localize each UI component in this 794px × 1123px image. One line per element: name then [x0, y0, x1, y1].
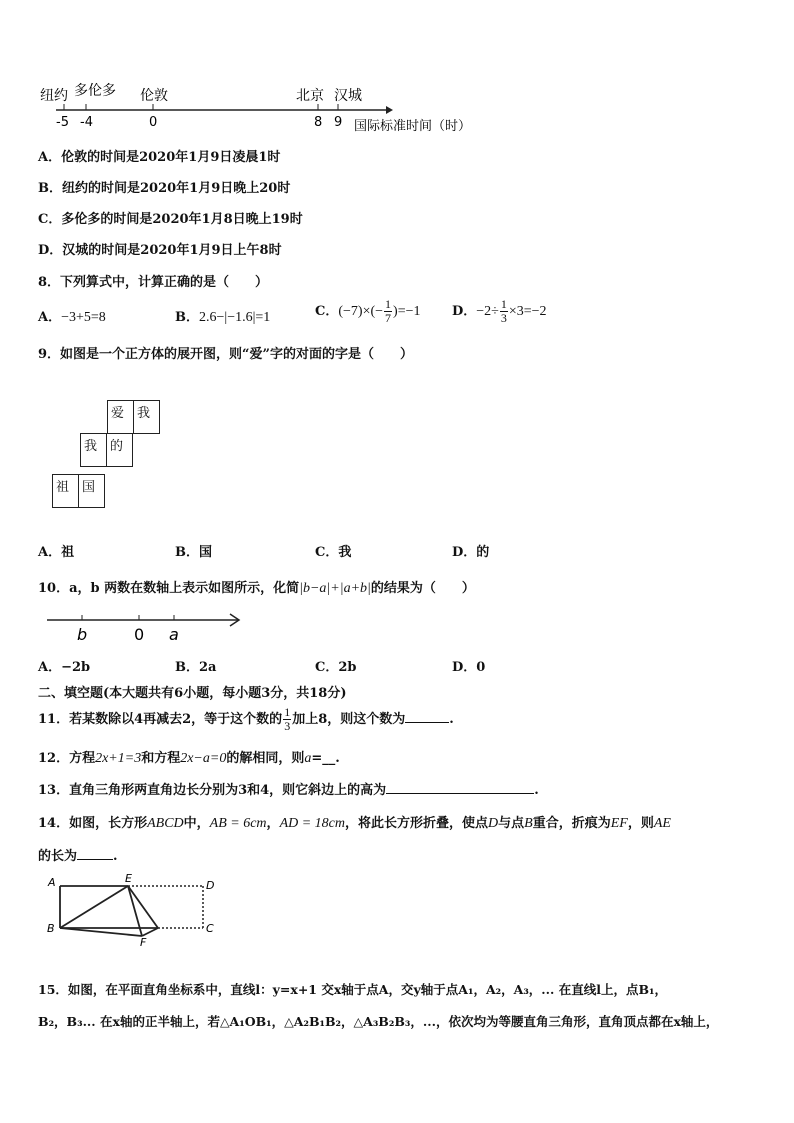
q8-stem: 8．下列算式中，计算正确的是（ ）: [38, 275, 269, 290]
q7-option-d: D．汉城的时间是2020年1月9日上午8时: [38, 243, 282, 258]
q10-option-c: C．2b: [315, 660, 357, 675]
city-label: 多伦多: [74, 83, 116, 99]
q15-line2: B₂，B₃... 在x轴的正半轴上，若△A₁OB₁，△A₂B₁B₂，△A₃B₂B₃，...，依次均为等腰直角三角形，直角顶点都在x轴上，: [38, 1014, 719, 1029]
q10-option-a: A．−2b: [38, 660, 91, 675]
q9-option-d: D．的: [452, 545, 490, 560]
axis-label-b: b: [77, 625, 88, 644]
offset-label: 0: [149, 115, 158, 130]
city-label: 汉城: [334, 88, 362, 104]
q9-option-a: A．祖: [38, 545, 75, 560]
q9-option-c: C．我: [315, 545, 352, 560]
offset-label: -4: [80, 115, 93, 130]
point-label-c: C: [206, 922, 214, 935]
q9-option-b: B．国: [175, 545, 212, 560]
offset-label: -5: [56, 115, 69, 130]
point-label-f: F: [140, 936, 147, 949]
q15-line1: 15．如图，在平面直角坐标系中，直线l：y=x+1 交x轴于点A，交y轴于点A₁，A₂，A₃，... 在直线l上，点B₁，: [38, 982, 667, 997]
section-heading: 二、填空题(本大题共有6小题，每小题3分，共18分): [38, 686, 347, 701]
q13: 13．直角三角形两直角边长分别为3和4，则它斜边上的高为 .: [38, 783, 539, 798]
net-cell: 的: [106, 433, 133, 467]
q10-number-line: [44, 606, 249, 646]
point-label-b: B: [47, 922, 55, 935]
net-cell: 我: [133, 400, 160, 434]
point-label-e: E: [125, 872, 132, 885]
q14-figure: [40, 870, 225, 950]
net-cell: 爱: [107, 400, 134, 434]
net-cell: 祖: [52, 474, 79, 508]
net-cell: 国: [78, 474, 105, 508]
offset-label: 8: [314, 115, 323, 130]
city-label: 伦敦: [140, 88, 168, 104]
q7-option-c: C．多伦多的时间是2020年1月8日晚上19时: [38, 212, 303, 227]
q9-stem: 9．如图是一个正方体的展开图，则“爱”字的对面的字是（ ）: [38, 347, 414, 362]
city-label: 纽约: [40, 88, 68, 104]
net-cell: 我: [80, 433, 107, 467]
q10-option-d: D．0: [452, 660, 486, 675]
axis-label-a: a: [169, 625, 179, 644]
q8-option-b: B．2.6−|−1.6|=1: [175, 310, 271, 325]
q11: 11．若某数除以4再减去2，等于这个数的 $\frac{1}{3}$ 加上8，则这个数为 .: [38, 705, 454, 733]
point-label-d: D: [206, 879, 215, 892]
q7-option-a: A．伦敦的时间是2020年1月9日凌晨1时: [38, 150, 281, 165]
timezone-number-line: [36, 78, 496, 140]
q8-option-d: D．−2÷ $\frac{1}{3}$ ×3=−2: [452, 297, 547, 325]
q7-option-b: B．纽约的时间是2020年1月9日晚上20时: [38, 181, 291, 196]
city-label: 北京: [296, 88, 324, 104]
offset-label: 9: [334, 115, 343, 130]
q10-stem: 10．a，b 两数在数轴上表示如图所示，化简|b−a|+|a+b|的结果为（ ）: [38, 581, 475, 596]
q14-line1: 14．如图，长方形ABCD中，AB = 6cm，AD = 18cm，将此长方形折叠，使点D与点B重合，折痕为EF，则AE: [38, 816, 671, 831]
q8-option-c: C．(−7)×(− $\frac{1}{7}$ )=−1: [315, 297, 421, 325]
point-label-a: A: [48, 876, 56, 889]
q14-line2: 的长为 .: [38, 849, 118, 864]
axis-label: 国际标准时间（时）: [354, 119, 472, 134]
q12: 12．方程2x+1=3和方程2x−a=0的解相同，则a=__.: [38, 751, 340, 766]
q8-option-a: A．−3+5=8: [38, 310, 106, 325]
q10-option-b: B．2a: [175, 660, 217, 675]
axis-label-zero: 0: [134, 625, 145, 644]
